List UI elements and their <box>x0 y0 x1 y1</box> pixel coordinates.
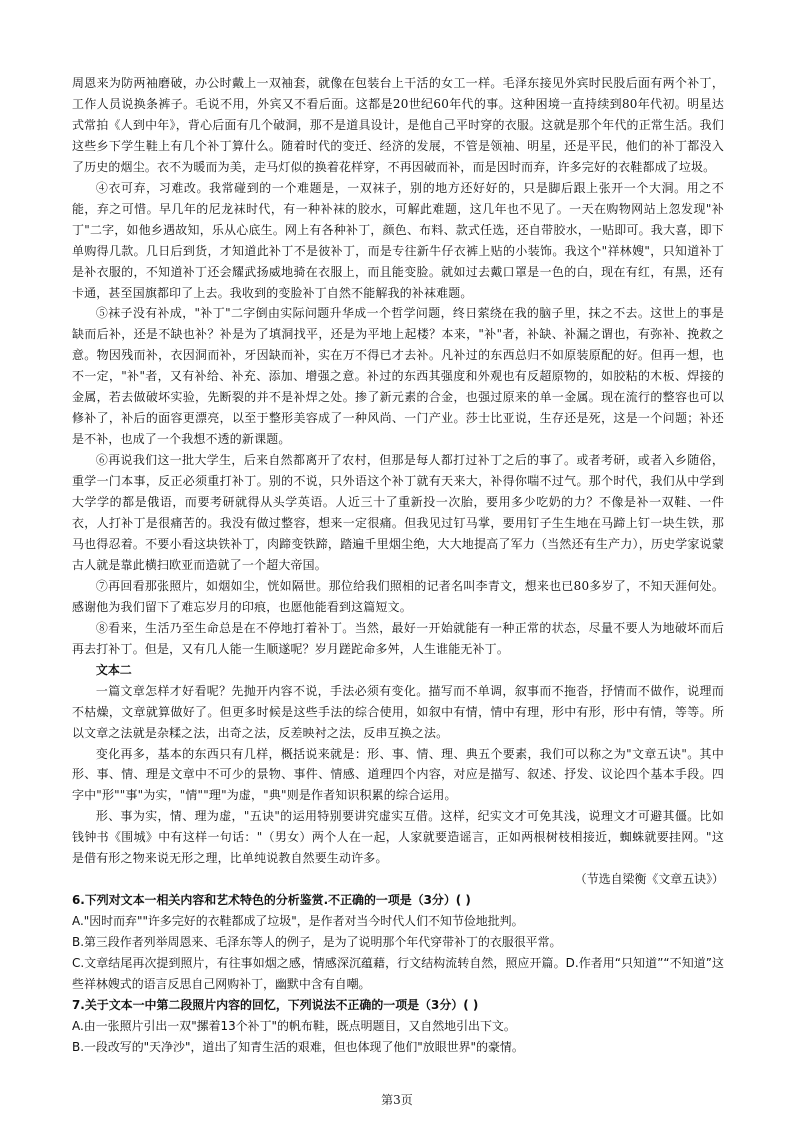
text2-paragraph-1: 一篇文章怎样才好看呢？先抛开内容不说，手法必须有变化。描写而不单调，叙事而不拖沓，抒情而不做作，说理而不枯燥，文章就算做好了。但更多时候是这些手法的综合使用，如叙中有情，情中有理，形中有形，形中有情，等等。所以文章之法就是杂糅之法，出奇之法，反差映衬之法，反串互换之法。 <box>72 683 724 740</box>
question-6-option-c-d: C.文章结尾再次提到照片，有往事如烟之感，情感深沉蕴藉，行文结构流转自然，照应开篇。D.作者用“只知道”“不知道”这些祥林嫂式的语言反思自己网购补丁，幽默中含有自嘲。 <box>72 956 724 991</box>
question-6-option-b: B.第三段作者列举周恩来、毛泽东等人的例子，是为了说明那个年代穿带补丁的衣服很平常。 <box>72 935 562 950</box>
paragraph-7: ⑦再回看那张照片，如烟如尘，恍如隔世。那位给我们照相的记者名叫李青文，想来也已80多岁了，不知天涯何处。感谢他为我们留下了难忘岁月的印痕，也愿他能看到这篇短文。 <box>72 578 724 614</box>
question-6-option-a: A."因时而弃""许多完好的衣鞋都成了垃圾"，是作者对当今时代人们不知节俭地批判。 <box>72 914 524 929</box>
paragraph-5: ⑤袜子没有补成，"补丁"二字倒由实际问题升华成一个哲学问题，终日萦绕在我的脑子里，抹之不去。这世上的事是缺而后补，还是不缺也补？补是为了填洞找平，还是为平地上起楼？本来，"补"者，补缺、补漏之谓也，有弥补、挽救之意。物因残而补，衣因洞而补，牙因缺而补，实在万不得已才去补。凡补过的东西总归不如原装原配的好。但再一想，也不一定，"补"者，又有补给、补充、添加、增强之意。补过的东西其强度和外观也有反超原物的，如胶粘的木板、焊接的金属，若去做破坏实验，先断裂的并不是补焊之处。掺了新元素的合金，也强过原来的单一金属。现在流行的整容也可以修补了，补后的面容更漂亮，以至于整形美容成了一种风尚、一门产业。莎士比亚说，生存还是死，这是一个问题；补还是不补，也成了一个我想不透的新课题。 <box>72 306 724 447</box>
text2-paragraph-2: 变化再多，基本的东西只有几样，概括说来就是：形、事、情、理、典五个要素，我们可以称之为"文章五诀"。其中形、事、情、理是文章中不可少的景物、事件、情感、道理四个内容，对应是描写、叙述、抒发、议论四个基本手段。四字中"形""事"为实，"情""理"为虚，"典"则是作者知识积累的综合运用。 <box>72 746 724 803</box>
text2-paragraph-3: 形、事为实，情、理为虚，"五诀"的运用特别要讲究虚实互借。这样，纪实文才可免其浅，说理文才可避其僵。比如钱钟书《围城》中有这样一句话："（男女）两个人在一起，人家就要造谣言，正如两根树枝相接近，蜘蛛就要挂网。"这是借有形之物来说无形之理，比单纯说教自然要生动许多。 <box>72 809 724 866</box>
page-number: 第3页 <box>381 1093 413 1107</box>
text2-source: （节选自梁衡《文章五诀》） <box>574 872 724 887</box>
question-7-option-a: A.由一张照片引出一双"摞着13个补丁"的帆布鞋，既点明题目，又自然地引出下文。 <box>72 1018 516 1033</box>
paragraph-8: ⑧看来，生活乃至生命总是在不停地打着补丁。当然，最好一开始就能有一种正常的状态，尽量不要人为地破坏而后再去打补丁。但是，又有几人能一生顺遂呢？岁月蹉跎命多舛，人生谁能无补丁。 <box>72 620 724 656</box>
questions-section <box>72 890 724 1058</box>
text2-heading: 文本二 <box>95 662 132 677</box>
text2-section <box>72 660 724 890</box>
paragraph-4: ④衣可弃，习难改。我常碰到的一个难题是，一双袜子，别的地方还好好的，只是脚后跟上张开一个大洞。用之不能，弃之可惜。早几年的尼龙袜时代，有一种补袜的胶水，可解此难题，这几年也不见了。一天在购物网站上忽发现"补丁"二字，如他乡遇故知，乐从心底生。网上有各种补丁，颜色、布料、款式任选，还自带胶水，一贴即可。我大喜，即下单购得几款。几日后到货，才知道此补丁不是彼补丁，而是专往新牛仔衣裤上贴的小装饰。我这个"祥林嫂"，只知道补丁是补衣服的，不知道补丁还会耀武扬威地骑在衣服上，而且能变脸。就如过去戴口罩是一色的白，现在有红，有黑，还有卡通，甚至国旗都印了上去。我收到的变脸补丁自然不能解我的补袜难题。 <box>72 180 724 300</box>
question-6-stem: 6.下列对文本一相关内容和艺术特色的分析鉴赏.不正确的一项是（3分）( ) <box>72 893 471 908</box>
paragraph-continued: 周恩来为防两袖磨破，办公时戴上一双袖套，就像在包装台上干活的女工一样。毛泽东接见外宾时民股后面有两个补丁，工作人员说换条裤子。毛说不用，外宾又不看后面。这都是20世纪60年代的事。这种困境一直持续到80年代初。明星达式常拍《人到中年》，背心后面有几个破洞，那不是道具设计，是他自己平时穿的衣服。这就是那个年代的正常生活。我们这些乡下学生鞋上有几个补丁算什么。随着时代的变迁、经济的发展，不管是领袖、明星，还是平民，他们的补丁都没入了历史的烟尘。衣不为暖而为美，走马灯似的换着花样穿，不再因破而补，而是因时而弃，许多完好的衣鞋都成了垃圾。 <box>72 76 724 174</box>
text1-section <box>72 73 724 660</box>
paragraph-6: ⑥再说我们这一批大学生，后来自然都离开了农村，但那是每人都打过补丁之后的事了。或者考研，或者入乡随俗，重学一门本事，反正必须重打补丁。别的不说，只外语这个补丁就有天来大，补得你喘不过气。那个时代，我们从中学到大学学的都是俄语，而要考研就得从头学英语。人近三十了重新投一次胎，要用多少吃奶的力？不像是补一双鞋、一件衣，人打补丁是很痛苦的。我没有做过整容，想来一定很痛。但我见过钉马掌，要用钉子生生地在马蹄上钉一块生铁，那马也得忍着。不要小看这块铁补丁，肉蹄变铁蹄，踏遍千里烟尘绝，大大地提高了军力（当然还有生产力），历史学家说蒙古人就是靠此横扫欧亚而造就了一个超大帝国。 <box>72 453 724 572</box>
question-7-stem: 7.关于文本一中第二段照片内容的回忆，下列说法不正确的一项是（3分）( ) <box>72 997 479 1012</box>
document-body <box>72 73 724 1058</box>
question-7-option-b: B.一段改写的"天净沙"，道出了知青生活的艰难，但也体现了他们"放眼世界"的豪情。 <box>72 1039 524 1054</box>
